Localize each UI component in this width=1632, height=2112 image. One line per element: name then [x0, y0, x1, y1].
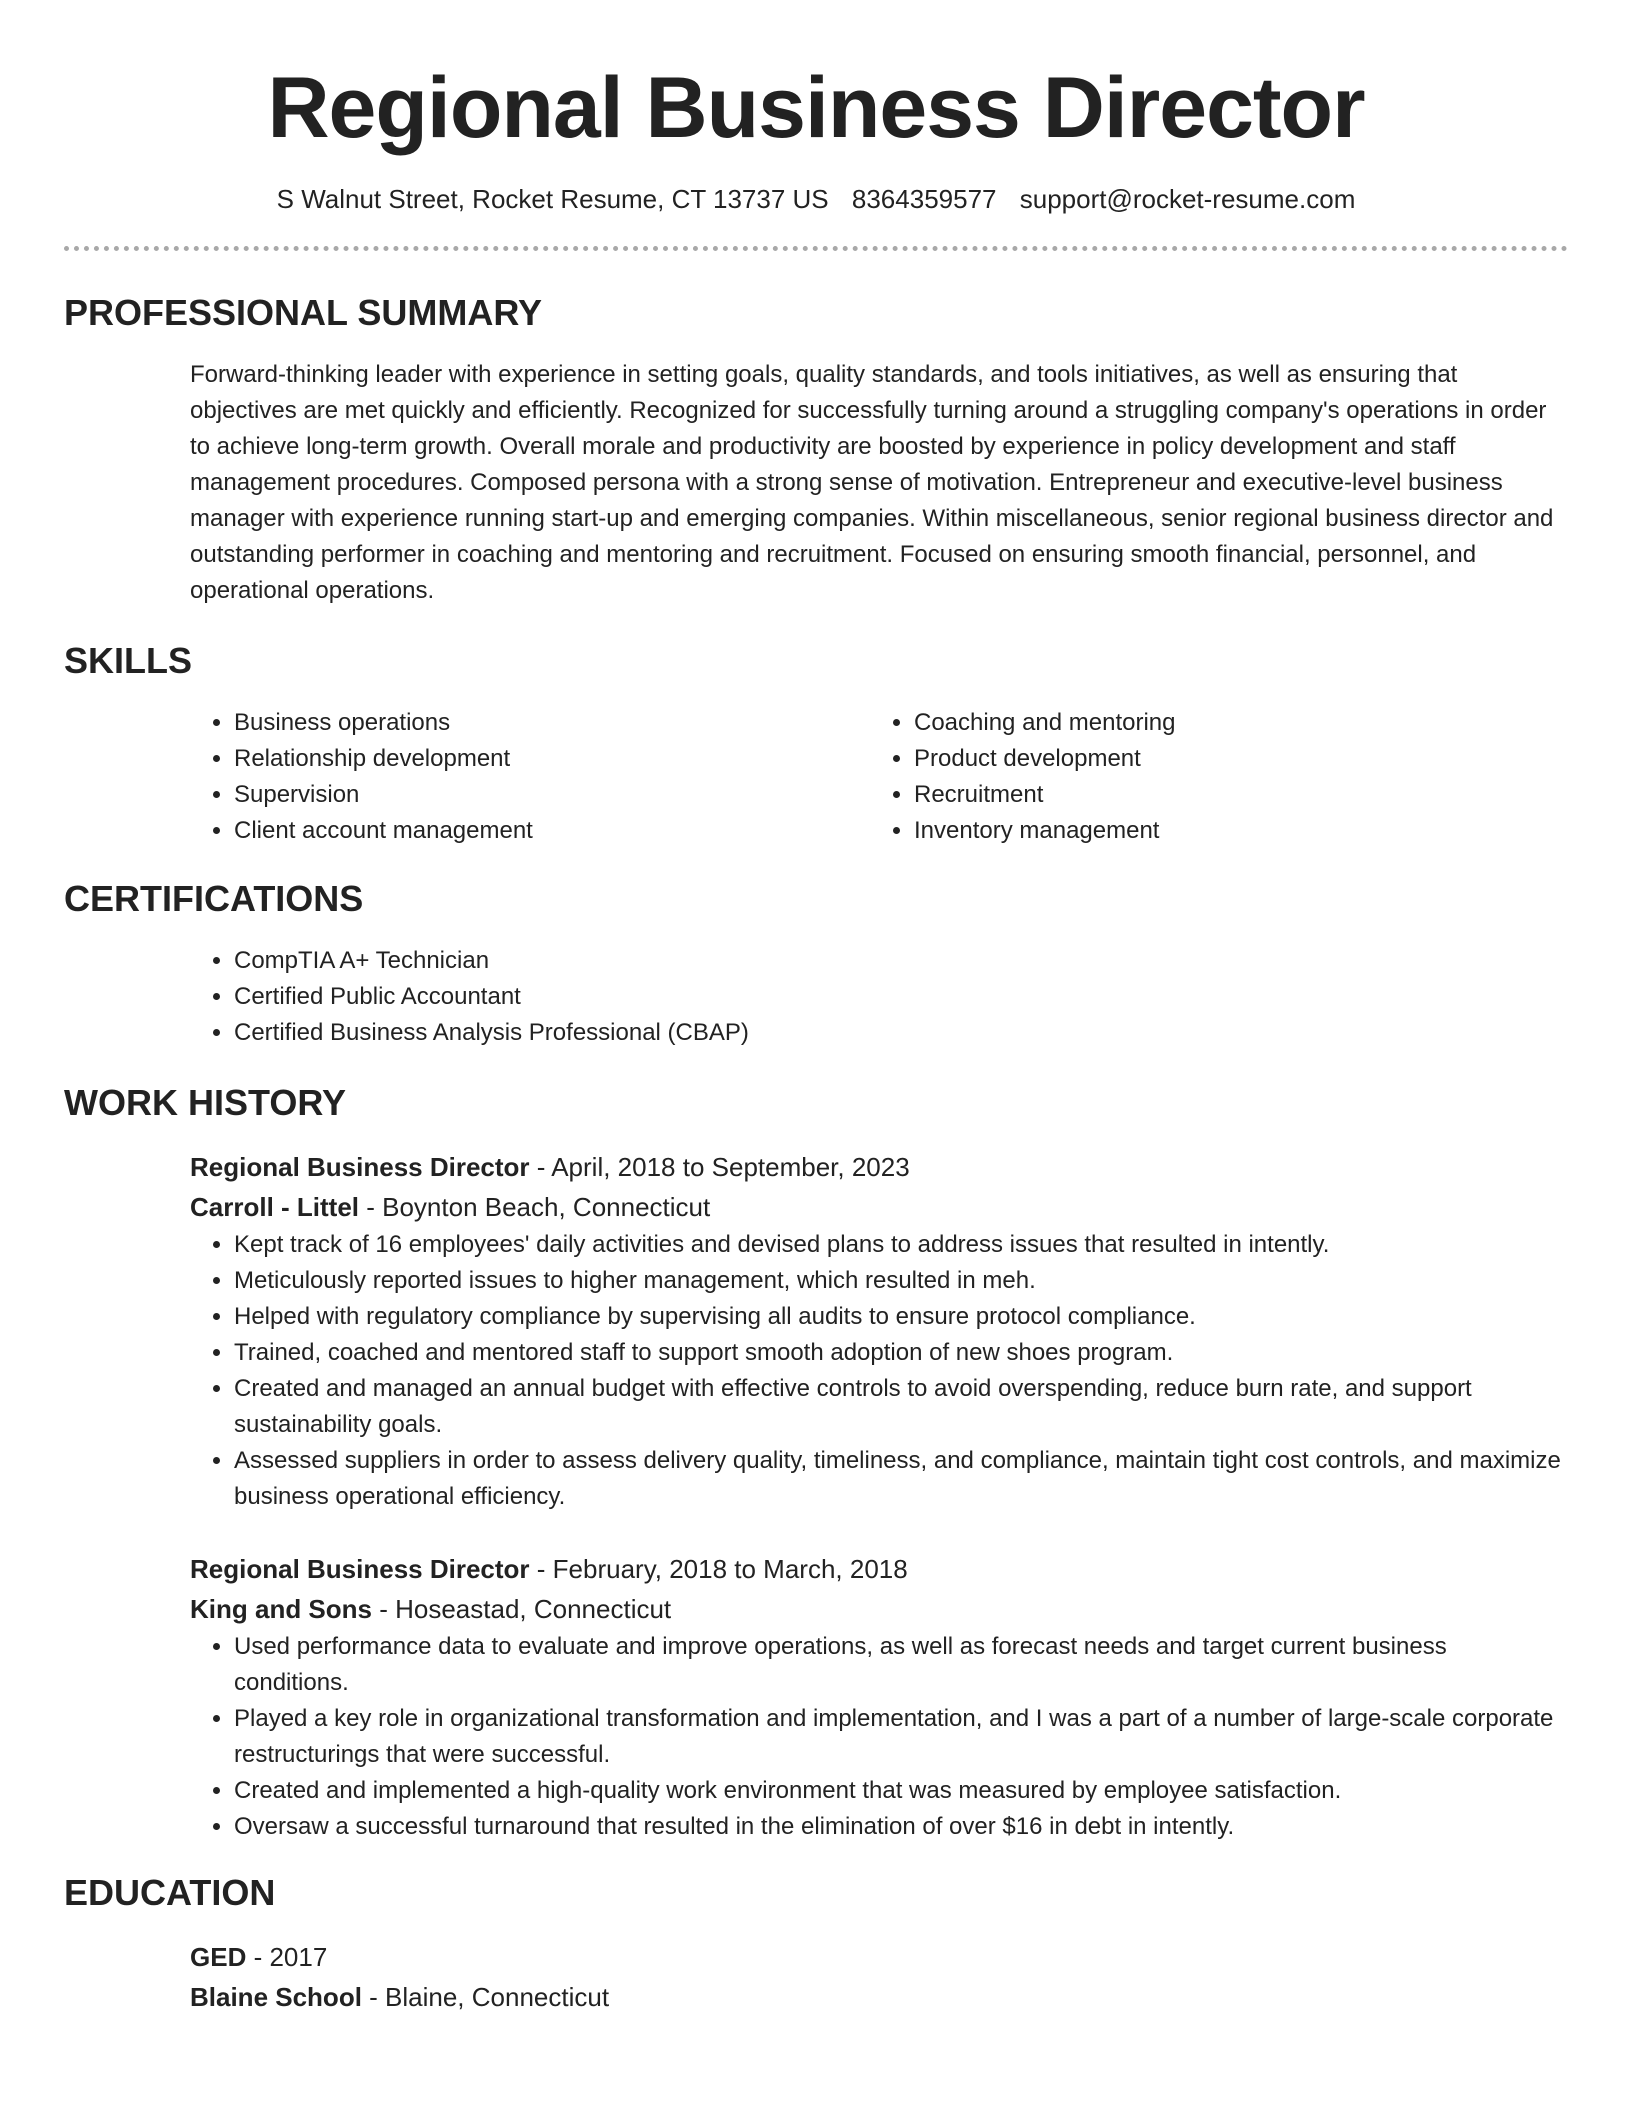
education-heading: EDUCATION [64, 1872, 276, 1913]
job-title-line [190, 1147, 1568, 1187]
job-bullet: • Assessed suppliers in order to assess delivery quality, timeliness, and compliance, maintain tight cost controls, and maximize business operational efficiency. [234, 1443, 1568, 1515]
resume-page [64, 0, 1568, 2017]
education-year: - 2017 [246, 1942, 328, 1972]
job-entry [190, 1549, 1568, 1845]
education-degree: GED [190, 1942, 247, 1972]
skills-column-right [870, 705, 1570, 849]
skills-heading: SKILLS [64, 640, 193, 681]
job-bullet: • Created and managed an annual budget with effective controls to avoid overspending, reduce burn rate, and support sustainability goals. [234, 1371, 1568, 1443]
job-bullet: • Kept track of 16 employees' daily activities and devised plans to address issues that resulted in intently. [234, 1227, 1568, 1263]
education-location: - Blaine, Connecticut [361, 1982, 610, 2012]
job-dates: - February, 2018 to March, 2018 [529, 1554, 908, 1584]
job-role: Regional Business Director [190, 1152, 530, 1182]
job-bullet: • Trained, coached and mentored staff to support smooth adoption of new shoes program. [234, 1335, 1568, 1371]
certification-item: • Certified Business Analysis Professional (CBAP) [234, 1015, 1568, 1051]
contact-address: S Walnut Street, Rocket Resume, CT 13737 US [276, 184, 829, 214]
contact-email: support@rocket-resume.com [1019, 184, 1356, 214]
job-role: Regional Business Director [190, 1554, 530, 1584]
contact-phone: 8364359577 [851, 184, 997, 214]
job-bullet: • Used performance data to evaluate and improve operations, as well as forecast needs and target current business conditions. [234, 1629, 1568, 1701]
job-bullets [190, 1629, 1568, 1845]
job-bullet: • Played a key role in organizational transformation and implementation, and I was a part of a number of large-scale corporate restructurings that were successful. [234, 1701, 1568, 1773]
certifications-heading: CERTIFICATIONS [64, 878, 364, 919]
skill-item: • Relationship development [234, 741, 870, 777]
certification-item: • Certified Public Accountant [234, 979, 1568, 1015]
job-bullet: • Helped with regulatory compliance by supervising all audits to ensure protocol compliance. [234, 1299, 1568, 1335]
job-company: King and Sons [190, 1594, 372, 1624]
certification-item: • CompTIA A+ Technician [234, 943, 1568, 979]
education-degree-line [190, 1937, 1568, 1977]
job-company-line [190, 1187, 1568, 1227]
summary-text: Forward-thinking leader with experience in setting goals, quality standards, and tools initiatives, as well as ensuring that objectives are met quickly and efficiently. Recognized for successfully turning around a struggling company's operations in order to achieve long-term growth. Overall morale and productivity are boosted by experience in policy development and staff management procedures. Composed persona with a strong sense of motivation. Entrepreneur and executive-level business manager with experience running start-up and emerging companies. Within miscellaneous, senior regional business director and outstanding performer in coaching and mentoring and recruitment. Focused on ensuring smooth financial, personnel, and operational operations. [190, 361, 1554, 604]
job-bullet: • Oversaw a successful turnaround that resulted in the elimination of over $16 in debt in intently. [234, 1809, 1568, 1845]
skills-list [190, 705, 1568, 849]
skill-item: • Inventory management [914, 813, 1570, 849]
header-divider [64, 246, 1568, 251]
skill-item: • Recruitment [914, 777, 1570, 813]
job-bullet: • Meticulously reported issues to higher management, which resulted in meh. [234, 1263, 1568, 1299]
job-title-line [190, 1549, 1568, 1589]
job-company-line [190, 1589, 1568, 1629]
skill-item: • Coaching and mentoring [914, 705, 1570, 741]
job-location: - Hoseastad, Connecticut [372, 1594, 672, 1624]
job-bullets [190, 1227, 1568, 1515]
education-school-line [190, 1977, 1568, 2017]
education-entry [190, 1937, 1568, 2017]
job-bullet: • Created and implemented a high-quality work environment that was measured by employee satisfaction. [234, 1773, 1568, 1809]
skill-item: • Client account management [234, 813, 870, 849]
education-school: Blaine School [190, 1982, 362, 2012]
job-dates: - April, 2018 to September, 2023 [529, 1152, 910, 1182]
skill-item: • Supervision [234, 777, 870, 813]
work-history-heading: WORK HISTORY [64, 1082, 347, 1123]
certifications-list [190, 943, 1568, 1051]
contact-line [64, 182, 1568, 216]
job-company: Carroll - Littel [190, 1192, 360, 1222]
skill-item: • Product development [914, 741, 1570, 777]
skills-column-left [190, 705, 870, 849]
job-entry [190, 1147, 1568, 1515]
candidate-name: Regional Business Director [267, 60, 1365, 156]
summary-heading: PROFESSIONAL SUMMARY [64, 292, 543, 333]
job-location: - Boynton Beach, Connecticut [359, 1192, 711, 1222]
skill-item: • Business operations [234, 705, 870, 741]
